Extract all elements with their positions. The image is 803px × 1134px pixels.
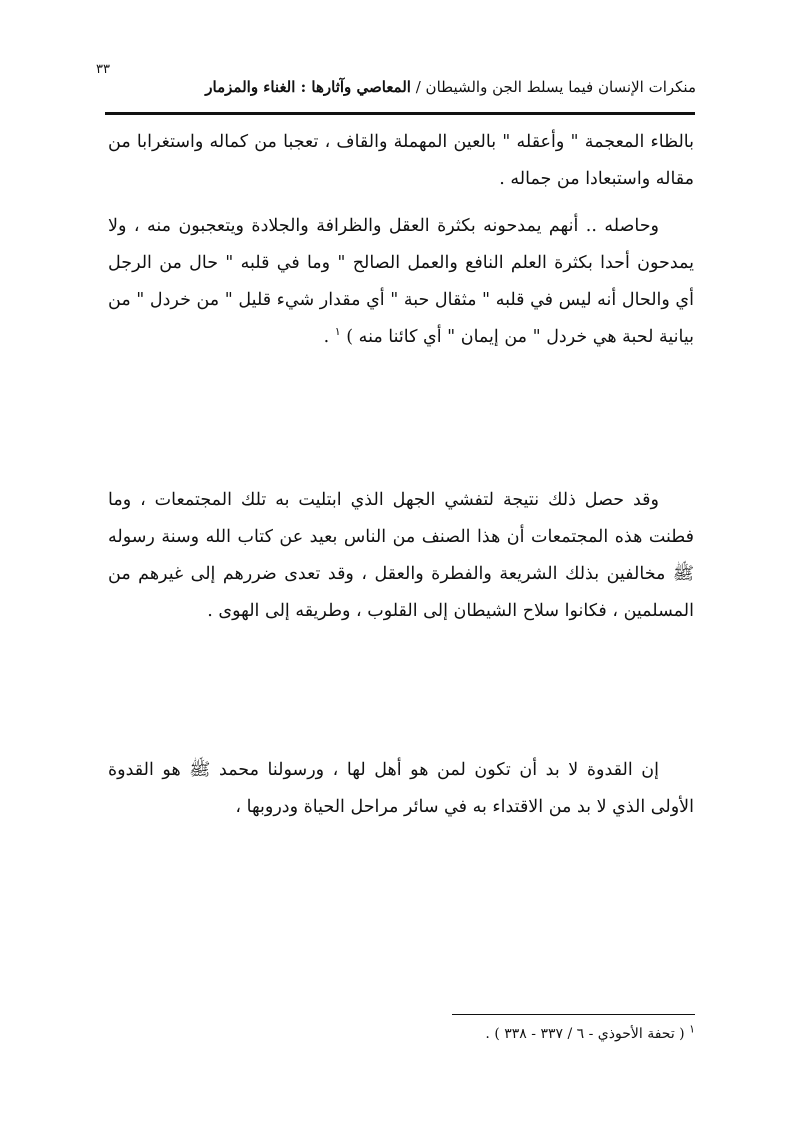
footnote bbox=[300, 1022, 695, 1042]
header-chapter-title: المعاصي وآثارها : الغناء والمزمار bbox=[205, 78, 411, 96]
paragraph-4 bbox=[108, 752, 694, 826]
running-header bbox=[96, 78, 696, 96]
paragraph-1: بالظاء المعجمة " وأعقله " بالعين المهملة والقاف ، تعجبا من كماله واستغرابا من مقاله واستبعادا من جماله . bbox=[108, 132, 694, 189]
page-number: ٣٣ bbox=[96, 62, 110, 77]
paragraph-3 bbox=[108, 482, 694, 630]
paragraph-2-end: . bbox=[323, 327, 335, 347]
footnote-text: ( تحفة الأحوذي - ٦ / ٣٣٧ - ٣٣٨ ) . bbox=[485, 1026, 690, 1042]
footnote-number: ١ bbox=[689, 1022, 695, 1036]
header-book-title: منكرات الإنسان فيما يسلط الجن والشيطان / bbox=[410, 78, 696, 96]
footnote-reference[interactable]: ١ bbox=[334, 325, 341, 339]
paragraph-4-text: إن القدوة لا بد أن تكون لمن هو أهل لها ، ورسولنا محمد ﷺ هو القدوة الأولى الذي لا بد من الاقتداء به في سائر مراحل الحياة ودروبها ، bbox=[108, 760, 694, 817]
paragraph-2 bbox=[108, 208, 694, 356]
footnote-rule bbox=[452, 1014, 695, 1015]
header-rule bbox=[105, 112, 695, 115]
paragraph-2-text: وحاصله .. أنهم يمدحونه بكثرة العقل والظرافة والجلادة ويتعجبون منه ، ولا يمدحون أحدا بكثرة العلم النافع والعمل الصالح " وما في قلبه " حال من الرجل أي والحال أنه ليس في قلبه " مثقال حبة " أي مقدار شيء قليل " من خردل " من بيانية لحبة هي خردل " من إيمان " أي كائنا منه ) bbox=[108, 216, 694, 347]
paragraph-3-text: وقد حصل ذلك نتيجة لتفشي الجهل الذي ابتليت به تلك المجتمعات ، وما فطنت هذه المجتمعات أن هذا الصنف من الناس بعيد عن كتاب الله وسنة رسوله ﷺ مخالفين بذلك الشريعة والفطرة والعقل ، وقد تعدى ضررهم إلى غيرهم من المسلمين ، فكانوا سلاح الشيطان إلى القلوب ، وطريقه إلى الهوى . bbox=[108, 490, 694, 621]
